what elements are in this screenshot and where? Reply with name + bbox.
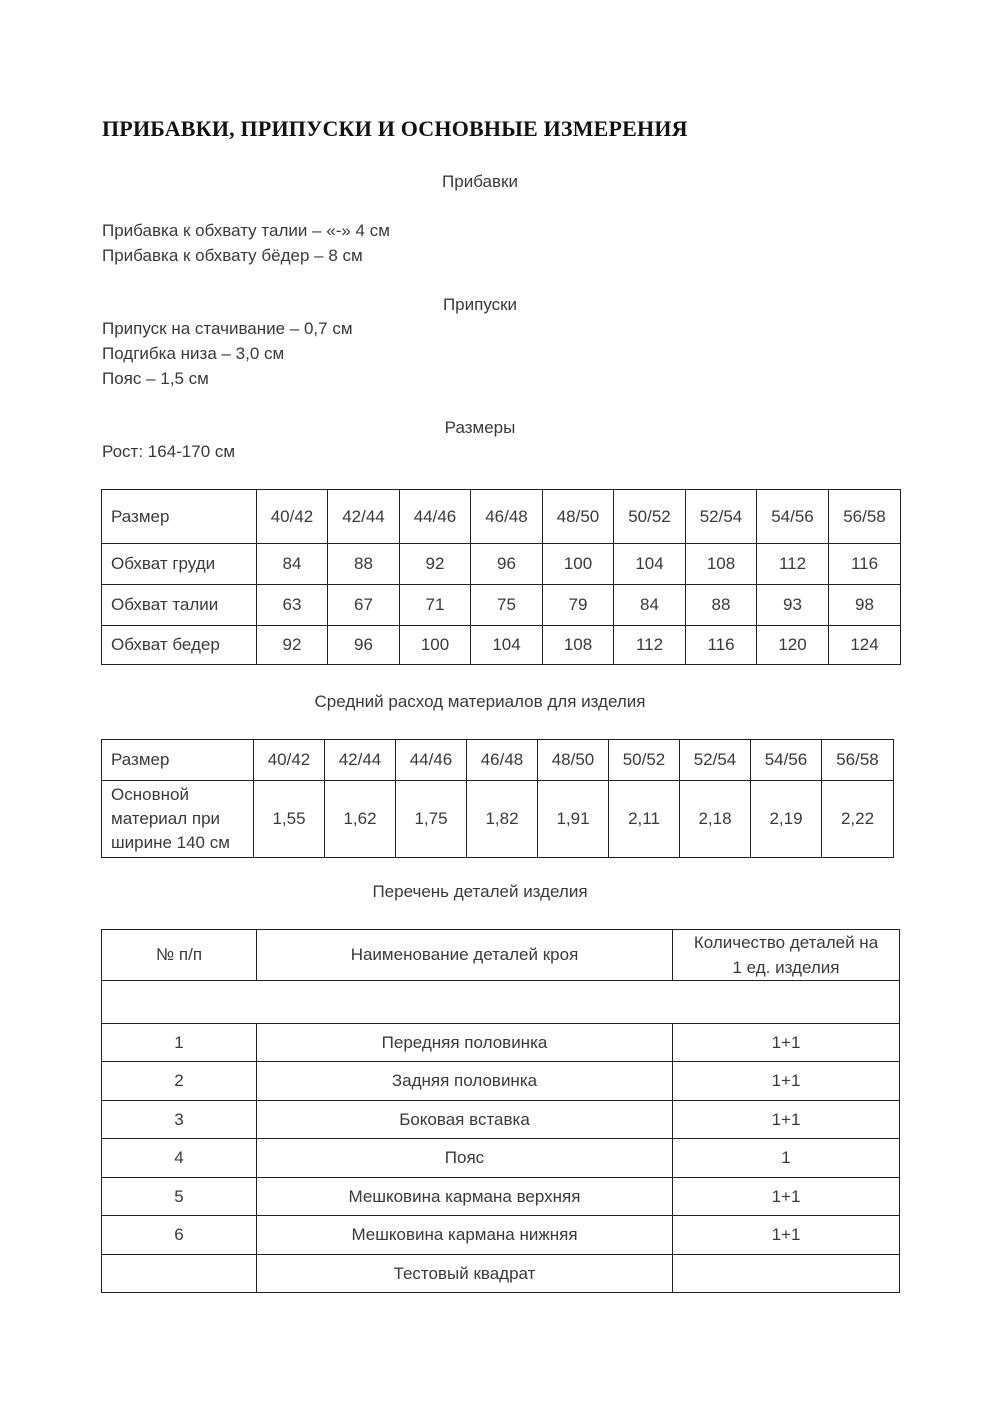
header-cell: 46/48 <box>467 740 538 781</box>
table-cell: 96 <box>471 544 543 585</box>
table-cell: 104 <box>614 544 686 585</box>
row-label: Обхват талии <box>102 585 257 626</box>
header-cell: 44/46 <box>396 740 467 781</box>
table-cell: 84 <box>614 585 686 626</box>
table-cell: 116 <box>686 626 757 665</box>
row-label-line: ширине 140 см <box>111 833 230 852</box>
table-cell: 100 <box>400 626 471 665</box>
table-cell: Тестовый квадрат <box>257 1255 673 1293</box>
table-cell <box>673 1255 900 1293</box>
table-cell: 2,22 <box>822 781 894 858</box>
table-row <box>102 1255 900 1293</box>
table-row <box>102 781 894 858</box>
header-cell: 40/42 <box>257 490 328 544</box>
table-cell: Задняя половинка <box>257 1062 673 1101</box>
table-cell: 1+1 <box>673 1024 900 1062</box>
row-label <box>102 781 254 858</box>
header-cell: 54/56 <box>751 740 822 781</box>
table-cell: 3 <box>102 1101 257 1139</box>
header-cell: 54/56 <box>757 490 829 544</box>
row-label-line: материал при <box>111 809 221 828</box>
header-line: 1 ед. изделия <box>732 958 840 977</box>
header-cell: 42/44 <box>325 740 396 781</box>
table-cell: 108 <box>686 544 757 585</box>
table-cell: Боковая вставка <box>257 1101 673 1139</box>
table-cell: Мешковина кармана нижняя <box>257 1216 673 1255</box>
table-cell: 5 <box>102 1178 257 1216</box>
header-cell: 44/46 <box>400 490 471 544</box>
row-label: Обхват груди <box>102 544 257 585</box>
table-cell: 1+1 <box>673 1101 900 1139</box>
page-title: ПРИБАВКИ, ПРИПУСКИ И ОСНОВНЫЕ ИЗМЕРЕНИЯ <box>102 116 688 141</box>
table-cell: 1,82 <box>467 781 538 858</box>
sizes-header-row <box>102 490 901 544</box>
parts-header-row <box>102 930 900 981</box>
table-cell: Мешковина кармана верхняя <box>257 1178 673 1216</box>
table-cell: 2,19 <box>751 781 822 858</box>
row-label-line: Основной <box>111 785 189 804</box>
table-cell: 88 <box>686 585 757 626</box>
sizes-table <box>101 489 901 665</box>
table-cell: 1,62 <box>325 781 396 858</box>
parts-table <box>101 929 900 1293</box>
header-cell: 50/52 <box>609 740 680 781</box>
header-cell: № п/п <box>102 930 257 981</box>
table-cell: 98 <box>829 585 901 626</box>
allowances-heading: Прибавки <box>442 172 518 191</box>
table-cell: 1+1 <box>673 1062 900 1101</box>
table-cell: 2,11 <box>609 781 680 858</box>
empty-cell <box>102 981 900 1024</box>
table-row <box>102 544 901 585</box>
table-cell: 2 <box>102 1062 257 1101</box>
table-row <box>102 1024 900 1062</box>
table-cell: 112 <box>757 544 829 585</box>
row-label: Обхват бедер <box>102 626 257 665</box>
table-row <box>102 1101 900 1139</box>
consumption-table <box>101 739 894 858</box>
table-cell: 96 <box>328 626 400 665</box>
table-cell: 84 <box>257 544 328 585</box>
header-cell: 48/50 <box>543 490 614 544</box>
seam-allowance-waistband: Пояс – 1,5 см <box>102 369 209 388</box>
table-cell: 1+1 <box>673 1178 900 1216</box>
table-cell: 63 <box>257 585 328 626</box>
header-cell: 52/54 <box>680 740 751 781</box>
header-cell: 40/42 <box>254 740 325 781</box>
table-cell: 104 <box>471 626 543 665</box>
table-cell: Пояс <box>257 1139 673 1178</box>
table-cell: 71 <box>400 585 471 626</box>
header-cell: Размер <box>102 490 257 544</box>
table-cell: 75 <box>471 585 543 626</box>
header-cell: 48/50 <box>538 740 609 781</box>
header-cell: 52/54 <box>686 490 757 544</box>
header-line: Количество деталей на <box>693 933 879 952</box>
table-cell: 1 <box>102 1024 257 1062</box>
table-row <box>102 626 901 665</box>
table-cell: 112 <box>614 626 686 665</box>
table-cell: 92 <box>400 544 471 585</box>
table-cell: 1,75 <box>396 781 467 858</box>
header-cell: 56/58 <box>829 490 901 544</box>
table-cell <box>102 1255 257 1293</box>
parts-heading: Перечень деталей изделия <box>372 882 588 901</box>
table-row <box>102 1216 900 1255</box>
allowance-hips: Прибавка к обхвату бёдер – 8 см <box>102 246 363 265</box>
seam-allowances-heading: Припуски <box>442 295 518 314</box>
table-cell: 67 <box>328 585 400 626</box>
table-cell: 120 <box>757 626 829 665</box>
header-cell: 50/52 <box>614 490 686 544</box>
table-cell: 92 <box>257 626 328 665</box>
table-cell: 1 <box>673 1139 900 1178</box>
table-cell: 6 <box>102 1216 257 1255</box>
header-cell: 42/44 <box>328 490 400 544</box>
seam-allowance-stitching: Припуск на стачивание – 0,7 см <box>102 319 353 338</box>
table-cell: 1+1 <box>673 1216 900 1255</box>
table-cell: 93 <box>757 585 829 626</box>
table-cell: 2,18 <box>680 781 751 858</box>
height-range: Рост: 164-170 см <box>102 442 236 461</box>
table-cell: 79 <box>543 585 614 626</box>
header-cell: 46/48 <box>471 490 543 544</box>
table-cell: Передняя половинка <box>257 1024 673 1062</box>
table-row <box>102 1178 900 1216</box>
consumption-header-row <box>102 740 894 781</box>
consumption-heading: Средний расход материалов для изделия <box>314 692 646 711</box>
table-cell: 116 <box>829 544 901 585</box>
table-cell: 124 <box>829 626 901 665</box>
table-cell: 108 <box>543 626 614 665</box>
header-cell: Размер <box>102 740 254 781</box>
table-cell: 1,55 <box>254 781 325 858</box>
table-cell: 1,91 <box>538 781 609 858</box>
allowance-waist: Прибавка к обхвату талии – «-» 4 см <box>102 221 390 240</box>
seam-allowance-hem: Подгибка низа – 3,0 см <box>102 344 285 363</box>
header-cell: Наименование деталей кроя <box>257 930 673 981</box>
sizes-heading: Размеры <box>444 418 516 437</box>
spacer-row <box>102 981 900 1024</box>
table-cell: 88 <box>328 544 400 585</box>
header-cell: 56/58 <box>822 740 894 781</box>
table-row <box>102 1139 900 1178</box>
header-cell <box>673 930 900 981</box>
table-cell: 100 <box>543 544 614 585</box>
table-cell: 4 <box>102 1139 257 1178</box>
table-row <box>102 585 901 626</box>
table-row <box>102 1062 900 1101</box>
